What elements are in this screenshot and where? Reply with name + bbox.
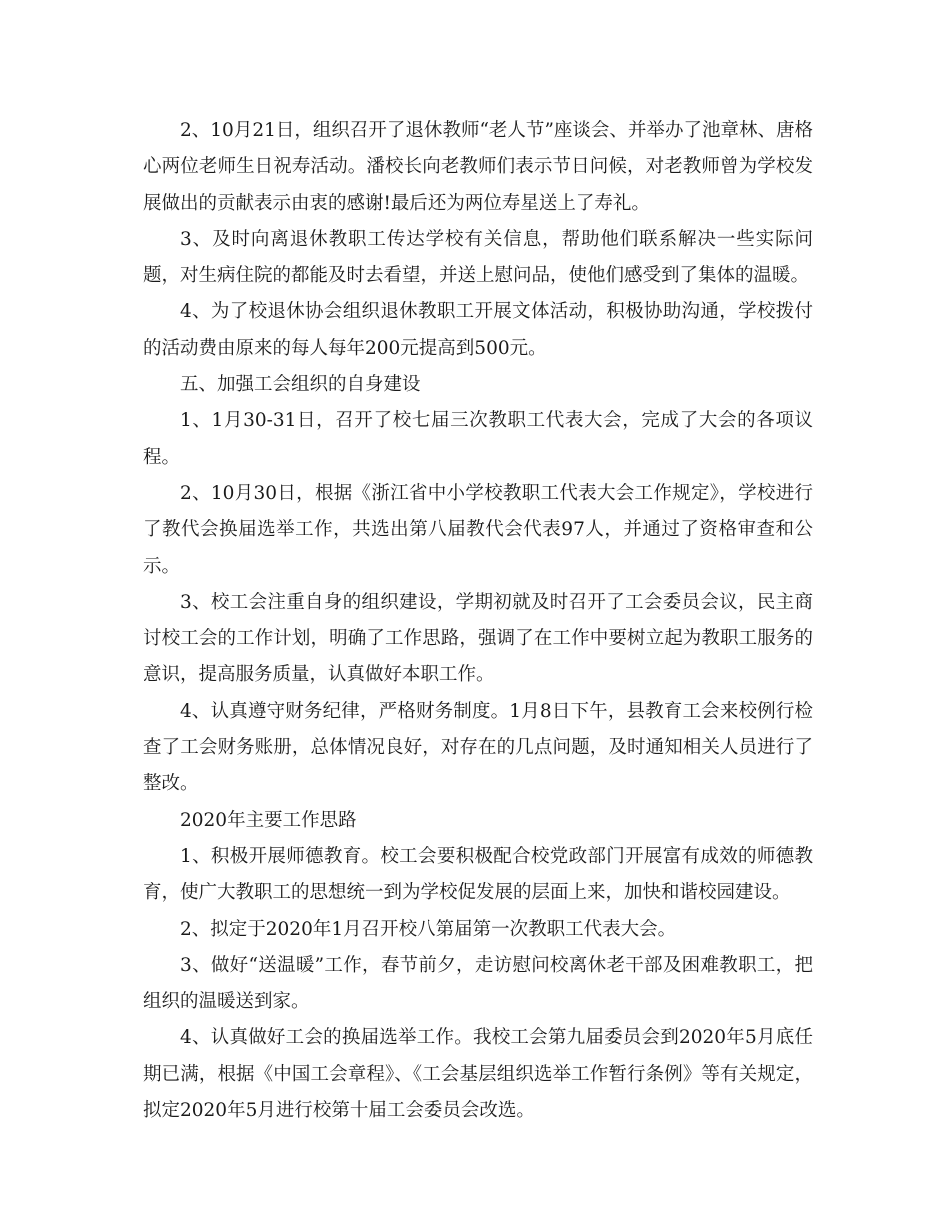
paragraph-3: 4、为了校退休协会组织退休教职工开展文体活动，积极协助沟通，学校拨付的活动费由原来的每人每年200元提高到500元。	[143, 301, 813, 359]
section-heading-5: 五、加强工会组织的自身建设	[180, 374, 421, 396]
document-body	[143, 113, 813, 1129]
paragraph-11: 4、认真做好工会的换届选举工作。我校工会第九届委员会到2020年5月底任期已满，根据《中国工会章程》、《工会基层组织选举工作暂行条例》等有关规定，拟定2020年5月进行校第十届工会委员会改选。	[143, 1027, 813, 1122]
paragraph-9: 2、拟定于2020年1月召开校八第届第一次教职工代表大会。	[180, 918, 677, 940]
paragraph-10: 3、做好“送温暖”工作，春节前夕，走访慰问校离休老干部及困难教职工，把组织的温暖送到家。	[143, 954, 813, 1013]
paragraph-6: 3、校工会注重自身的组织建设，学期初就及时召开了工会委员会议，民主商讨校工会的工作计划，明确了工作思路，强调了在工作中要树立起为教职工服务的意识，提高服务质量，认真做好本职工作。	[143, 591, 813, 686]
paragraph-1: 2、10月21日，组织召开了退休教师“老人节”座谈会、并举办了池章林、唐格心两位老师生日祝寿活动。潘校长向老教师们表示节日问候，对老教师曾为学校发展做出的贡献表示由衷的感谢!最后还为两位寿星送上了寿礼。	[143, 120, 813, 214]
paragraph-4: 1、1月30-31日，召开了校七届三次教职工代表大会，完成了大会的各项议程。	[143, 410, 813, 468]
paragraph-8: 1、积极开展师德教育。校工会要积极配合校党政部门开展富有成效的师德教育，使广大教职工的思想统一到为学校促发展的层面上来，加快和谐校园建设。	[143, 845, 813, 904]
paragraph-7: 4、认真遵守财务纪律，严格财务制度。1月8日下午，县教育工会来校例行检查了工会财务账册，总体情况良好，对存在的几点问题，及时通知相关人员进行了整改。	[143, 700, 813, 795]
paragraph-2: 3、及时向离退休教职工传达学校有关信息，帮助他们联系解决一些实际问题，对生病住院的都能及时去看望，并送上慰问品，使他们感受到了集体的温暖。	[143, 228, 813, 287]
section-heading-2020-plan: 2020年主要工作思路	[180, 809, 357, 831]
paragraph-5: 2、10月30日，根据《浙江省中小学校教职工代表大会工作规定》，学校进行了教代会换届选举工作，共选出第八届教代会代表97人，并通过了资格审查和公示。	[143, 482, 813, 577]
